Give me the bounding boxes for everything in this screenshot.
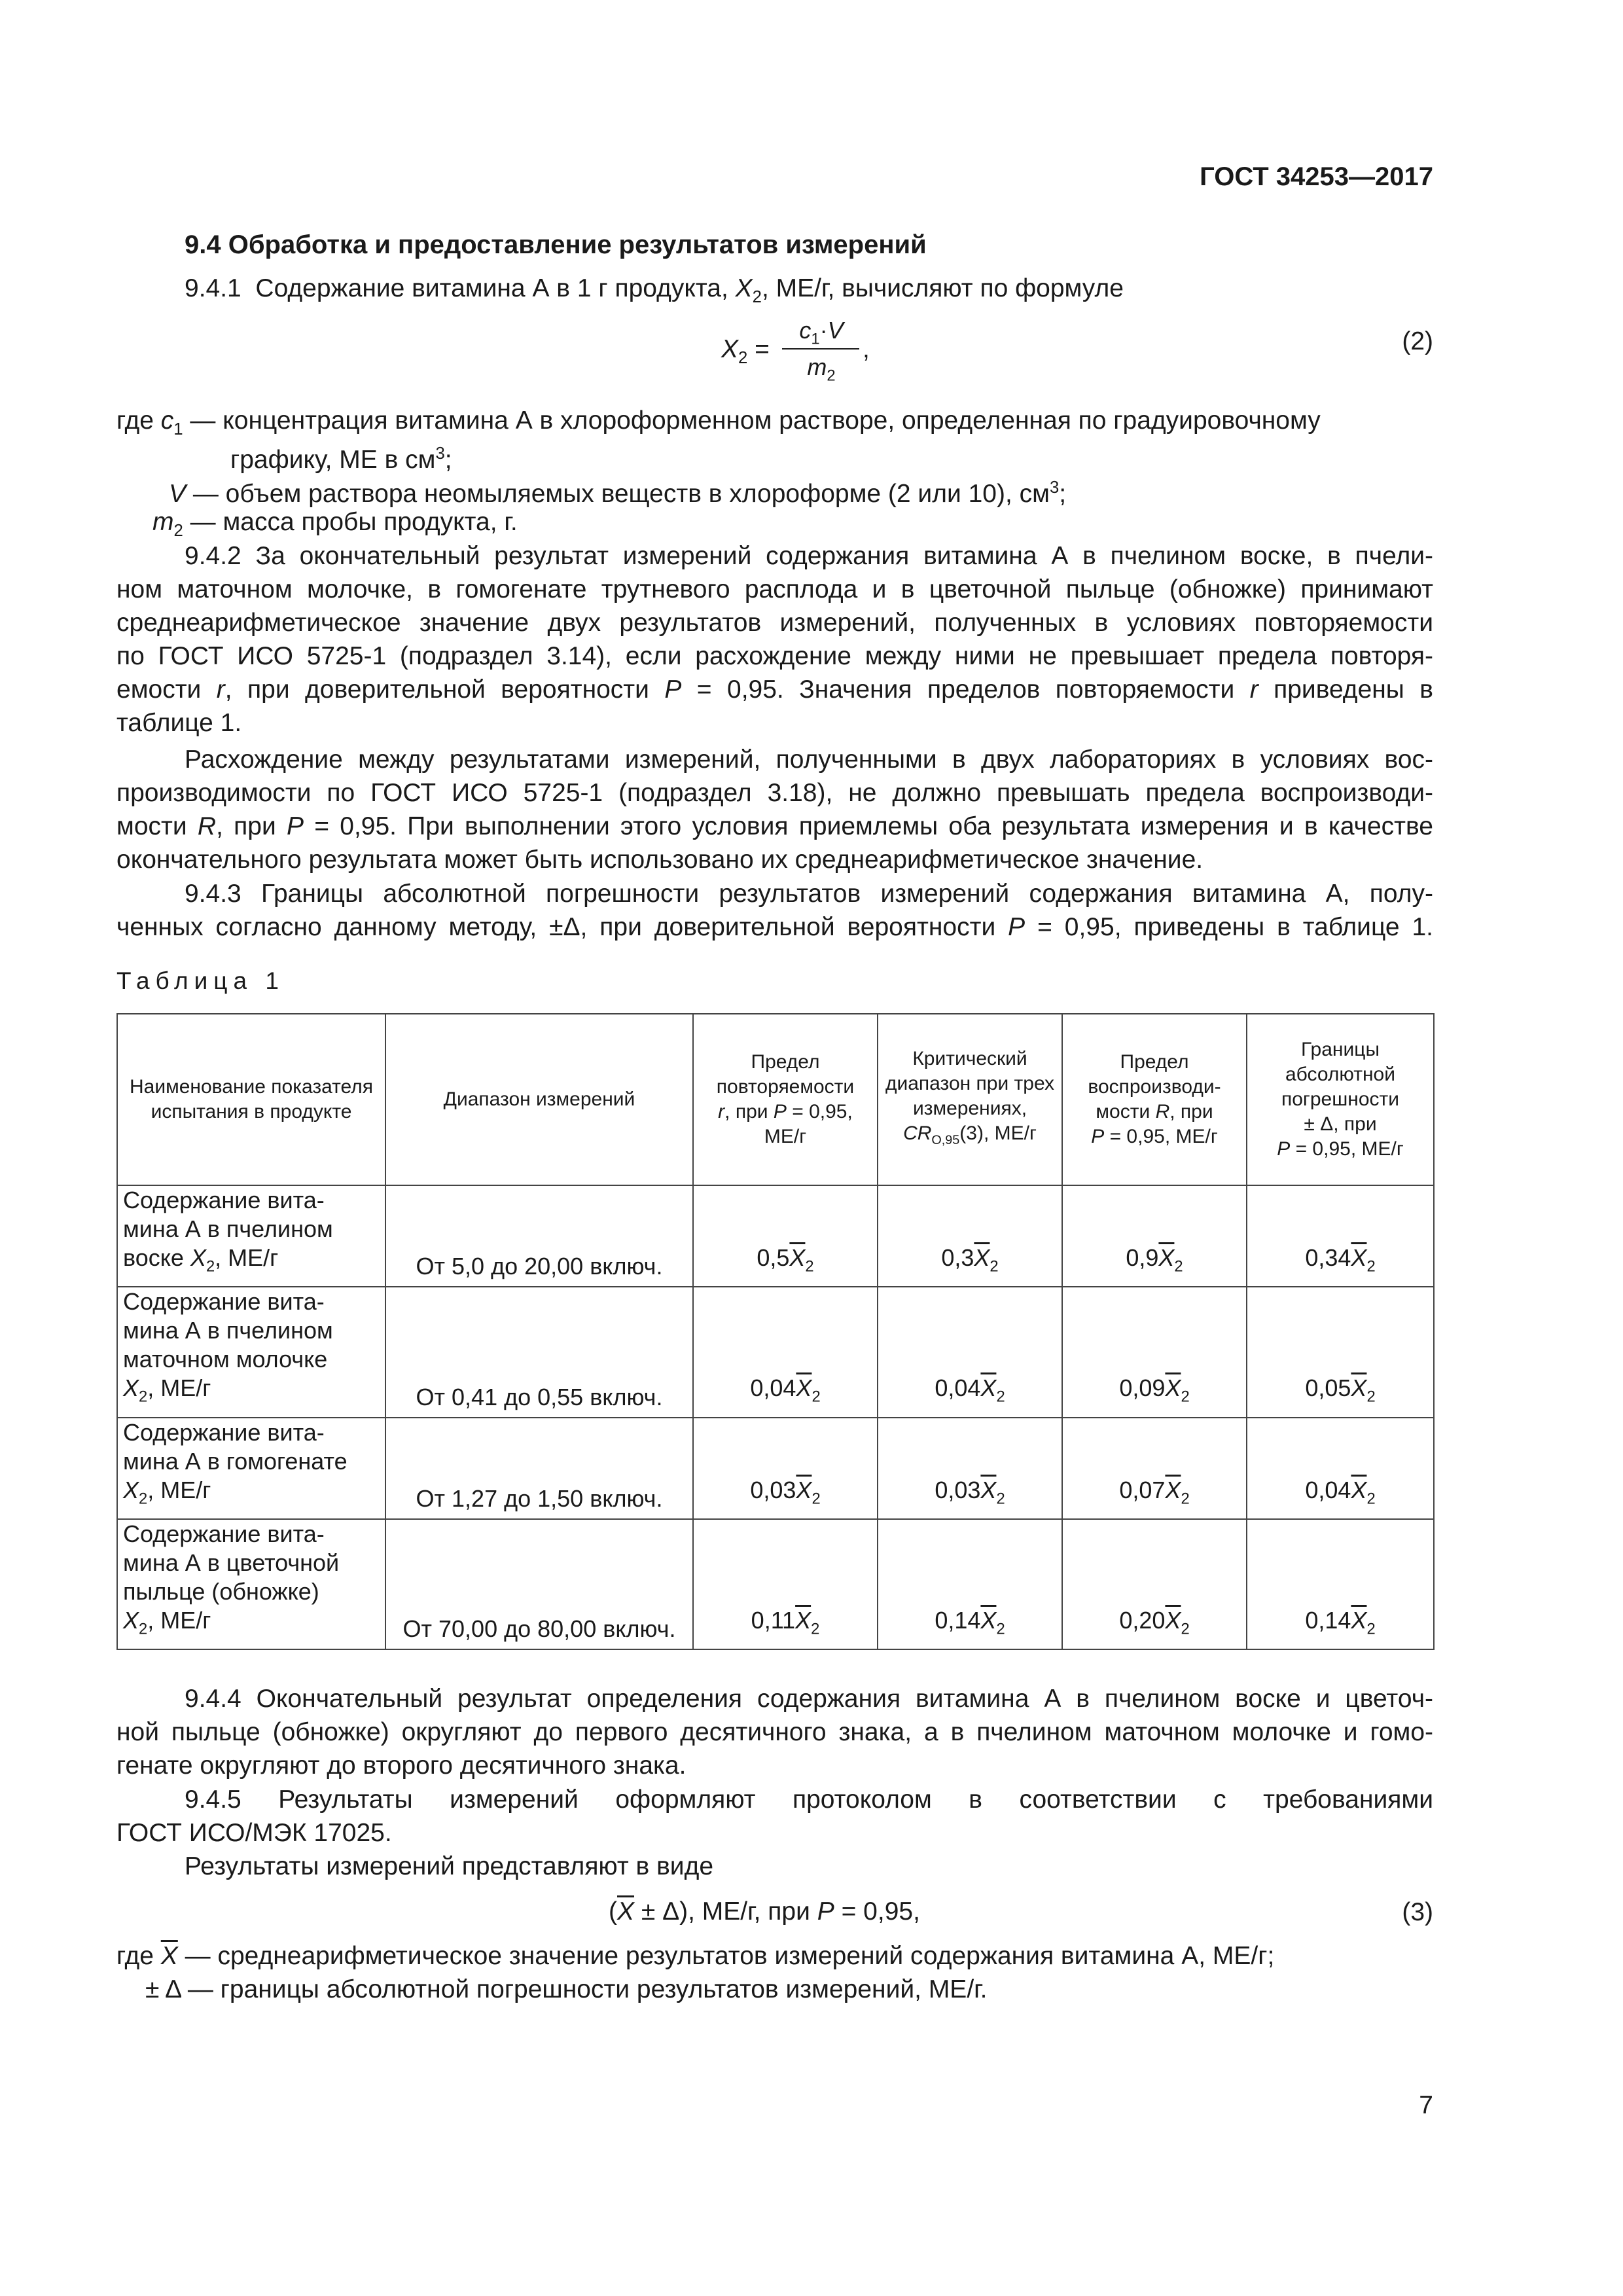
header-critical-range: Критический диапазон при трех измерениях, $CR_{O,95}(3)$, МЕ/г: [878, 1014, 1062, 1185]
equation-number-3: (3): [1402, 1898, 1433, 1926]
cell-indicator: Содержание вита- мина А в пчелином воске $X_2$, МЕ/г: [117, 1185, 385, 1287]
cell-indicator: Содержание вита- мина А в цветочной пыльце (обножке) $X_2$, МЕ/г: [117, 1519, 385, 1649]
where-delta: ± Δ — границы абсолютной погрешности результатов измерений, МЕ/г.: [145, 1975, 988, 2003]
formula-2-denominator: $m_2$: [807, 353, 836, 385]
page-number: 7: [1419, 2091, 1433, 2119]
cell-indicator: Содержание вита- мина А в пчелином маточном молочке $X_2$, МЕ/г: [117, 1287, 385, 1417]
table-caption: Таблица 1: [116, 967, 285, 994]
where-v: V — объем раствора неомыляемых веществ в хлороформе (2 или 10), $см^3$;: [169, 478, 1067, 509]
header-indicator: Наименование показателя испытания в продукте: [117, 1014, 385, 1185]
table-row: [117, 1418, 1434, 1519]
formula-2-numerator: $c_1\cdot V$: [799, 317, 844, 348]
cell-r: $0,11\overline{X}_2$: [693, 1519, 878, 1649]
cell-cr: $0,3\overline{X}_2$: [878, 1185, 1062, 1287]
cell-R: $0,20\overline{X}_2$: [1062, 1519, 1247, 1649]
cell-delta: $0,14\overline{X}_2$: [1247, 1519, 1434, 1649]
header-reproducibility: Предел воспроизводи-мости R, при P = 0,95, МЕ/г: [1062, 1014, 1247, 1185]
cell-cr: $0,03\overline{X}_2$: [878, 1418, 1062, 1519]
cell-R: $0,09\overline{X}_2$: [1062, 1287, 1247, 1417]
document-page: ГОСТ 34253—2017 9.4 Обработка и предоставление результатов измерений 9.4.1 Содержание витамина А в 1 г продукта, $X_2$, МЕ/г, вычисляют по формуле $X_2$ = $c_1\cdot V$ $m_2$ , (2) где $c_1$ — концентрация витамина А в хлороформенном растворе, определенная по градуировочному графику, МЕ в $см^3$; V — объем раствора неомыляемых веществ в хлороформе (2 или 10), $см^3$; $m_2$ — масса пробы продукта, г. 9.4.2 За окончательный результат измерений содержания витамина А в пчелином воске, в пчели- ном маточном молочке, в гомогенате трутневого расплода и в цветочной пыльце (обножке) принимают среднеарифметическое значение двух результатов измерений, полученных в условиях повторяемости по ГОСТ ИСО 5725-1 (подраздел 3.14), если расхождение между ними не превышает предела повторя- емости r, при доверительной вероятности P = 0,95. Значения пределов повторяемости r приведены в таблице 1. Расхождение между результатами измерений, полученными в двух лабораториях в условиях вос- производимости по ГОСТ ИСО 5725-1 (подраздел 3.18), не должно превышать предела воспроизводи- мости R, при P = 0,95. При выполнении этого условия приемлемы оба результата измерения и в качестве окончательного результата может быть использовано их среднеарифметическое значение. 9.4.3 Границы абсолютной погрешности результатов измерений содержания витамина А, полу- ченных согласно данному методу, ±Δ, при доверительной вероятности P = 0,95, приведены в таблице 1. Таблица 1 Наименование показателя испытания в продукте Диапазон измерений Предел повторяемости r, при P = 0,95, МЕ/г Критический диапазон при трех измерениях, $CR_{O,95}(3)$, МЕ/г Предел воспроизводи-мости R, при P = 0,95, МЕ/г Границы абсолютной погрешности ± Δ, при P = 0,95, МЕ/г Содержание вита- мина А в пчелином воске $X_2$, МЕ/г От 5,0 до 20,00 включ. $0,5\overline{X}_2$ $0,3\overline{X}_2$ $0,9\overline{X}_2$ $0,34\overline{X}_2$ Содержание вита- мина А в пчелином маточном молочке $X_2$, МЕ/г От 0,41 до 0,55 включ. $0,04\overline{X}_2$ $0,04\overline{X}_2$ $0,09\overline{X}_2$ $0,05\overline{X}_2$ Содержание вита- мина А в гомогенате $X_2$, МЕ/г От 1,27 до 1,50 включ. $0,03\overline{X}_2$ $0,03\overline{X}_2$ $0,07\overline{X}_2$ $0,04\overline{X}_2$ Содержание вита- мина А в цветочной пыльце (обножке) $X_2$, МЕ/г От 70,00 до 80,00 включ. $0,11\overline{X}_2$ $0,14\overline{X}_2$ $0,20\overline{X}_2$ $0,14\overline{X}_2$ 9.4.4 Окончательный результат определения содержания витамина А в пчелином воске и цветоч- ной пыльце (обножке) округляют до первого десятичного знака, а в пчелином маточном молочке и гомо- генате округляют до второго десятичного знака. 9.4.5 Результаты измерений оформляют протоколом в соответствии с требованиями ГОСТ ИСО/МЭК 17025. Результаты измерений представляют в виде $(\overline{X} \pm \Delta)$, МЕ/г, при P = 0,95, (3) где $\overline{X}$ — среднеарифметическое значение результатов измерений содержания витамина А, МЕ/г; ± Δ — границы абсолютной погрешности результатов измерений, МЕ/г. 7: [116, 162, 1434, 2119]
where-m2: $m_2$ — масса пробы продукта, г.: [152, 508, 518, 540]
table-header-row: [117, 1014, 1434, 1185]
cell-range: От 0,41 до 0,55 включ.: [385, 1287, 693, 1417]
where-c1: где $c_1$ — концентрация витамина А в хлороформенном растворе, определенная по градуировочному: [116, 406, 1321, 439]
table-row: [117, 1185, 1434, 1287]
standard-number: ГОСТ 34253—2017: [1200, 162, 1433, 191]
where-c1-cont: графику, МЕ в $см^3$;: [230, 444, 452, 475]
table-row: [117, 1519, 1434, 1649]
fraction-bar: [782, 348, 859, 350]
header-range: Диапазон измерений: [385, 1014, 693, 1185]
cell-delta: $0,34\overline{X}_2$: [1247, 1185, 1434, 1287]
cell-cr: $0,04\overline{X}_2$: [878, 1287, 1062, 1417]
cell-range: От 1,27 до 1,50 включ.: [385, 1418, 693, 1519]
cell-range: От 70,00 до 80,00 включ.: [385, 1519, 693, 1649]
cell-indicator: Содержание вита- мина А в гомогенате $X_2$, МЕ/г: [117, 1418, 385, 1519]
cell-r: $0,04\overline{X}_2$: [693, 1287, 878, 1417]
cell-cr: $0,14\overline{X}_2$: [878, 1519, 1062, 1649]
table-1: [116, 1013, 1435, 1650]
cell-delta: $0,05\overline{X}_2$: [1247, 1287, 1434, 1417]
section-title: 9.4 Обработка и предоставление результатов измерений: [185, 230, 927, 259]
cell-R: $0,9\overline{X}_2$: [1062, 1185, 1247, 1287]
header-abs-error: Границы абсолютной погрешности ± Δ, при P = 0,95, МЕ/г: [1247, 1014, 1434, 1185]
equation-number-2: (2): [1402, 327, 1433, 355]
header-repeatability: Предел повторяемости r, при P = 0,95, МЕ/г: [693, 1014, 878, 1185]
cell-delta: $0,04\overline{X}_2$: [1247, 1418, 1434, 1519]
formula-3: $(\overline{X} \pm \Delta)$, МЕ/г, при P = 0,95,: [609, 1897, 920, 1926]
cell-r: $0,03\overline{X}_2$: [693, 1418, 878, 1519]
cell-r: $0,5\overline{X}_2$: [693, 1185, 878, 1287]
paragraph-9-4-1: 9.4.1 Содержание витамина А в 1 г продукта, $X_2$, МЕ/г, вычисляют по формуле: [185, 274, 1124, 306]
where-xbar: где $\overline{X}$ — среднеарифметическое значение результатов измерений содержания витамина А, МЕ/г;: [116, 1942, 1275, 1970]
cell-range: От 5,0 до 20,00 включ.: [385, 1185, 693, 1287]
cell-R: $0,07\overline{X}_2$: [1062, 1418, 1247, 1519]
table-row: [117, 1287, 1434, 1417]
